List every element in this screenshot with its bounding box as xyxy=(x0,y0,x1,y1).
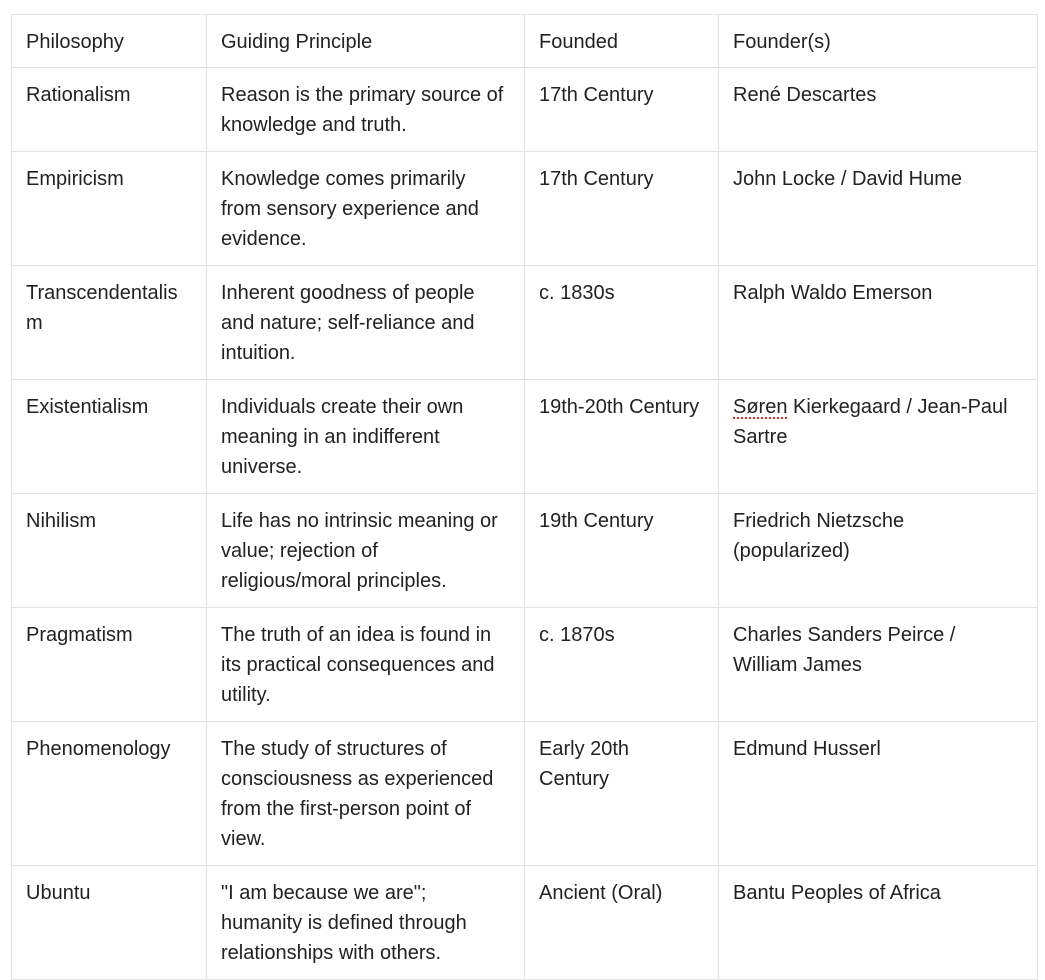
cell-founded: Ancient (Oral) xyxy=(525,866,719,980)
cell-founders: Friedrich Nietzsche (popularized) xyxy=(719,494,1038,608)
table-header-row xyxy=(12,15,1038,68)
cell-philosophy: Ubuntu xyxy=(12,866,207,980)
table-row xyxy=(12,722,1038,866)
cell-philosophy: Rationalism xyxy=(12,68,207,152)
cell-philosophy: Nihilism xyxy=(12,494,207,608)
header-guiding-principle: Guiding Principle xyxy=(207,15,525,68)
philosophy-table-container xyxy=(11,14,1037,980)
cell-philosophy: Empiricism xyxy=(12,152,207,266)
table-row xyxy=(12,266,1038,380)
cell-founders: René Descartes xyxy=(719,68,1038,152)
cell-founded: 17th Century xyxy=(525,152,719,266)
cell-founded: 19th Century xyxy=(525,494,719,608)
philosophy-table xyxy=(11,14,1038,980)
cell-principle: "I am because we are"; humanity is defined through relationships with others. xyxy=(207,866,525,980)
cell-founded: 19th-20th Century xyxy=(525,380,719,494)
cell-founders: John Locke / David Hume xyxy=(719,152,1038,266)
cell-principle: The study of structures of consciousness as experienced from the first-person point of view. xyxy=(207,722,525,866)
header-founded: Founded xyxy=(525,15,719,68)
cell-founded: 17th Century xyxy=(525,68,719,152)
cell-founded: c. 1830s xyxy=(525,266,719,380)
table-row xyxy=(12,494,1038,608)
cell-principle: The truth of an idea is found in its practical consequences and utility. xyxy=(207,608,525,722)
cell-philosophy: Phenomenology xyxy=(12,722,207,866)
cell-founders xyxy=(719,380,1038,494)
cell-founders: Edmund Husserl xyxy=(719,722,1038,866)
cell-founded: Early 20th Century xyxy=(525,722,719,866)
cell-principle: Reason is the primary source of knowledge and truth. xyxy=(207,68,525,152)
cell-principle: Life has no intrinsic meaning or value; rejection of religious/moral principles. xyxy=(207,494,525,608)
header-founders: Founder(s) xyxy=(719,15,1038,68)
cell-principle: Knowledge comes primarily from sensory experience and evidence. xyxy=(207,152,525,266)
table-row xyxy=(12,380,1038,494)
table-row xyxy=(12,68,1038,152)
cell-philosophy: Transcendentalism xyxy=(12,266,207,380)
table-row xyxy=(12,866,1038,980)
table-row xyxy=(12,608,1038,722)
cell-founders: Bantu Peoples of Africa xyxy=(719,866,1038,980)
table-row xyxy=(12,152,1038,266)
cell-founded: c. 1870s xyxy=(525,608,719,722)
header-philosophy: Philosophy xyxy=(12,15,207,68)
cell-philosophy: Pragmatism xyxy=(12,608,207,722)
cell-founders: Charles Sanders Peirce / William James xyxy=(719,608,1038,722)
cell-principle: Inherent goodness of people and nature; self-reliance and intuition. xyxy=(207,266,525,380)
cell-founders: Ralph Waldo Emerson xyxy=(719,266,1038,380)
cell-philosophy: Existentialism xyxy=(12,380,207,494)
cell-principle: Individuals create their own meaning in an indifferent universe. xyxy=(207,380,525,494)
spellcheck-flagged-word[interactable]: Søren xyxy=(733,396,788,418)
founders-rest-text: Kierkegaard / Jean-Paul Sartre xyxy=(733,396,1008,448)
